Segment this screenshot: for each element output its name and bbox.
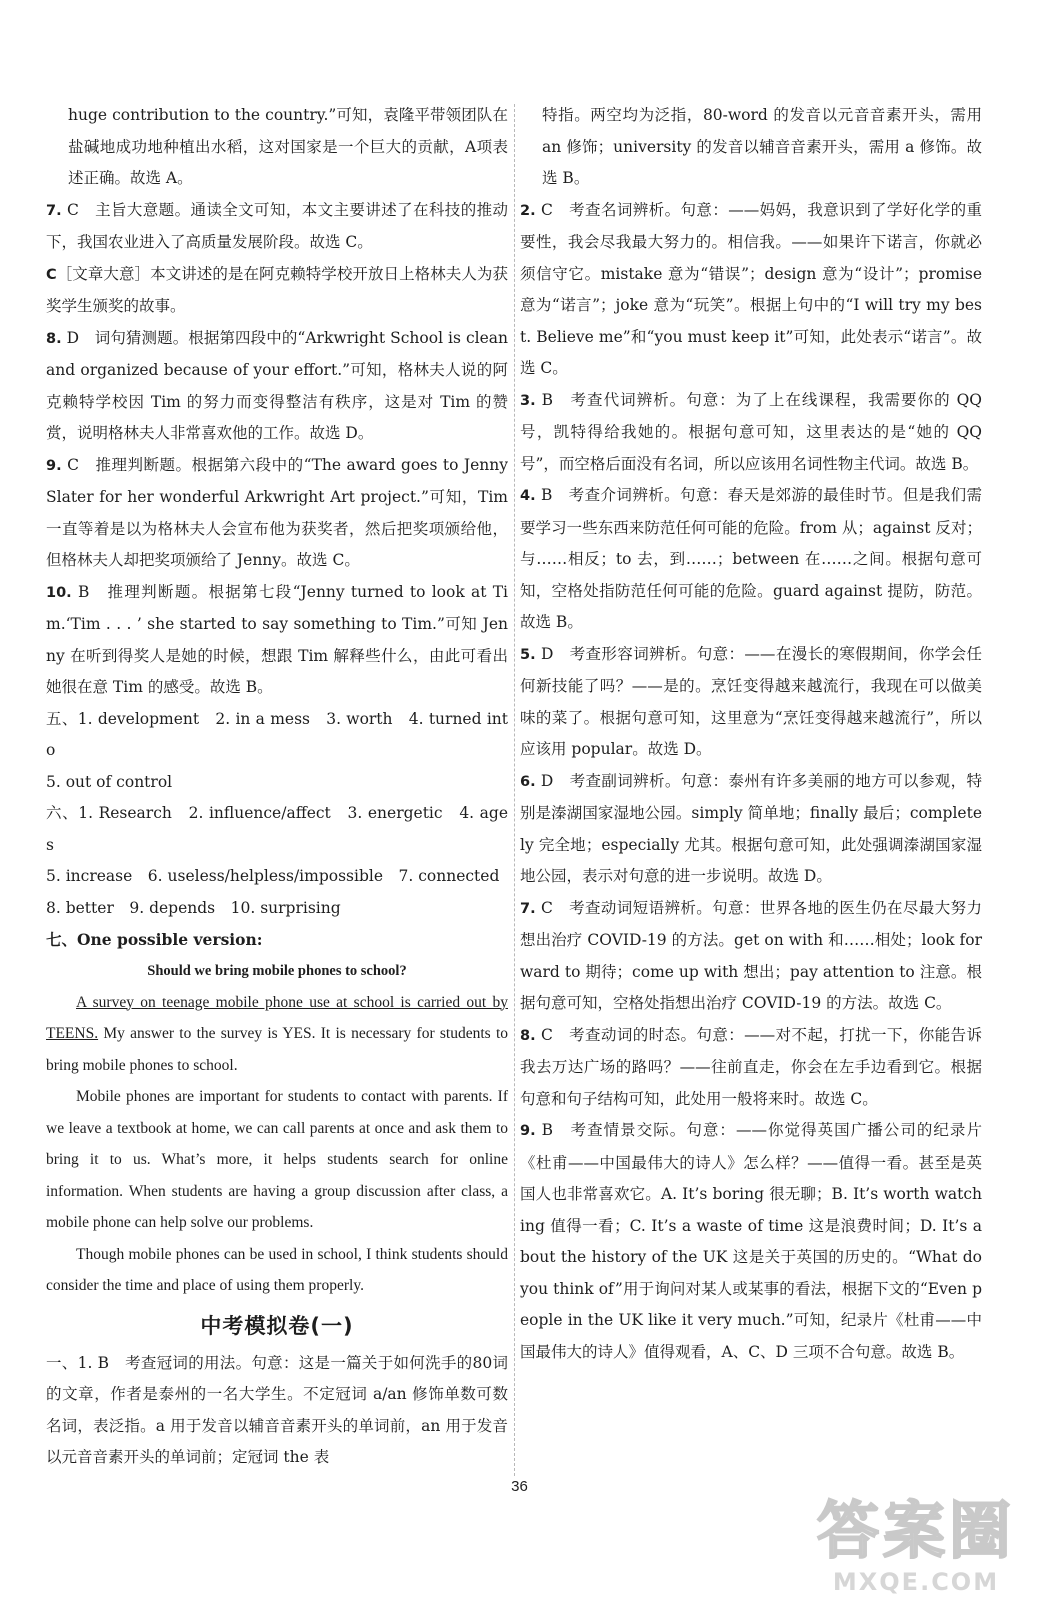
- site-watermark: [798, 1492, 1034, 1596]
- section-title: 中考模拟卷(一): [200, 1313, 354, 1338]
- section-6-answers: 六、1. Research 2. influence/affect 3. energetic 4. ages: [46, 804, 508, 854]
- answer-number: 2.: [520, 202, 536, 219]
- watermark-logo: 答案圈: [816, 1494, 1015, 1567]
- answer-number: 9.: [520, 1123, 536, 1139]
- essay-paragraph-1: [46, 987, 508, 1082]
- right-column: [520, 100, 982, 1368]
- exam-answer-5: [520, 639, 982, 766]
- answer-text: D 词句猜测题。根据第四段中的“Arkwright School is clean and organized because of your effort.”可知，格林夫人说的阿克赖特学校因 Tim 的努力而变得整洁有秩序，这是对 Tim 的赞赏，说明格林夫人非常喜欢他的工作。故选 D。: [46, 328, 508, 442]
- answer-number: 8.: [46, 330, 62, 347]
- answer-9: [46, 450, 508, 577]
- answer-text: D 考查副词辨析。句意：泰州有许多美丽的地方可以参观，特别是溱湖国家湿地公园。simply 简单地；finally 最后；completely 完全地；especially 尤其。根据句意可知，此处强调溱湖国家湿地公园，表示对句意的进一步说明。故选 D。: [520, 771, 982, 885]
- passage-c-summary: [46, 259, 508, 323]
- answer-text: D 考查形容词辨析。句意：——在漫长的寒假期间，你学会任何新技能了吗？——是的。烹饪变得越来越流行，我现在可以做美味的菜了。根据句意可知，这里意为“烹饪变得越来越流行”，所以应该用 popular。故选 D。: [520, 644, 982, 758]
- exam-answer-7: [520, 893, 982, 1020]
- essay-paragraph-3: Though mobile phones can be used in school, I think students should consider the time and place of using them properly.: [46, 1245, 508, 1294]
- answer-text: C 考查动词短语辨析。句意：世界各地的医生仍在尽最大努力想出治疗 COVID-19 的方法。get on with 和……相处；look forward to 期待；come up with 想出；pay attention to 注意。根据句意可知，空格处指想出治疗 COVID-19 的方法。故选 C。: [520, 898, 982, 1012]
- answer-7: [46, 195, 508, 259]
- answer-8: [46, 323, 508, 450]
- essay-underlined-sentence: A survey on teenage mobile phone use at school is carried out by TEENS.: [46, 993, 508, 1042]
- answer-number: 7.: [46, 202, 62, 219]
- answer-number: 7.: [520, 900, 536, 917]
- sample-essay: [46, 956, 508, 1302]
- section-6-answers-cont: 5. increase 6. useless/helpless/impossible 7. connected: [46, 867, 500, 885]
- watermark-url: MXQE.COM: [832, 1568, 1000, 1596]
- answer-text: C 推理判断题。根据第六段中的“The award goes to Jenny Slater for her wonderful Arkwright Art project.”可知，Tim 一直等着是以为格林夫人会宣布他为获奖者，然后把奖项颁给他，但格林夫人却把奖项颁给了 Jenny。故选 C。: [46, 455, 508, 569]
- answer-text: B 考查代词辨析。句意：为了上在线课程，我需要你的 QQ 号，凯特得给我她的。根据句意可知，这里表达的是“她的 QQ 号”，而空格后面没有名词，所以应该用名词性物主代词。故选 B。: [520, 390, 983, 473]
- exam-answer-1-continued: 特指。两空均为泛指，80-word 的发音以元音音素开头，需用 an 修饰；university 的发音以辅音音素开头，需用 a 修饰。故选 B。: [542, 106, 982, 187]
- answer-number: 9.: [46, 457, 62, 474]
- exam-answer-4: [520, 480, 982, 639]
- section-6-answers-end: 8. better 9. depends 10. surprising: [46, 898, 341, 917]
- answer-number: 8.: [520, 1027, 536, 1044]
- answer-text: C 主旨大意题。通读全文可知，本文主要讲述了在科技的推动下，我国农业进入了高质量发展阶段。故选 C。: [46, 200, 508, 251]
- essay-paragraph-2: Mobile phones are important for students to contact with parents. If we leave a textbook at home, we can call parents at once and ask them to bring it to us. What’s more, it helps students search for online information. When students are having a group discussion after class, a mobile phone can help solve our problems.: [46, 1088, 508, 1231]
- exam-answer-9: [520, 1115, 982, 1368]
- answer-text: B 考查情景交际。句意：——你觉得英国广播公司的纪录片《杜甫——中国最伟大的诗人》怎么样？——值得一看。甚至是英国人也非常喜欢它。A. It’s boring 很无聊；B. It’s worth watching 值得一看；C. It’s a waste of time 这是浪费时间；D. It’s about the history of the UK 这是关于英国的历史的。“What do you think of”用于询问对某人或某事的看法，根据下文的“Even people in the UK like it very much.”可知，纪录片《杜甫——中国最伟大的诗人》值得观看，A、C、D 三项不合句意。故选 B。: [520, 1121, 982, 1361]
- section-5-answers-cont: 5. out of control: [46, 772, 173, 791]
- answer-number: 3.: [520, 392, 536, 409]
- essay-sentence-rest: My answer to the survey is YES. It is necessary for students to bring mobile phones to school.: [46, 1025, 508, 1074]
- answer-number: 5.: [520, 646, 536, 663]
- exam-answer-2: [520, 195, 982, 385]
- answer-number: 4.: [520, 488, 536, 504]
- answer-number: 10.: [46, 584, 72, 601]
- answer-number: 6.: [520, 773, 536, 790]
- section-5-answers: 五、1. development 2. in a mess 3. worth 4. turned into: [46, 709, 508, 759]
- exam-answer-8: [520, 1020, 982, 1116]
- answer-text: B 考查介词辨析。句意：春天是郊游的最佳时节。但是我们需要学习一些东西来防范任何可能的危险。from 从；against 反对；与……相反；to 去，到……；between 在……之间。根据句意可知，空格处指防范任何可能的危险。guard against 提防，防范。故选 B。: [520, 486, 982, 631]
- answer-text: C 考查名词辨析。句意：——妈妈，我意识到了学好化学的重要性，我会尽我最大努力的。相信我。——如果许下诺言，你就必须信守它。mistake 意为“错误”；design 意为“设计”；promise 意为“诺言”；joke 意为“玩笑”。根据上句中的“I will try my best. Believe me”和“you must keep it”可知，此处表示“诺言”。故选 C。: [520, 200, 982, 377]
- answer-text: C 考查动词的时态。句意：——对不起，打扰一下，你能告诉我去万达广场的路吗？——往前直走，你会在左手边看到它。根据句意和句子结构可知，此处用一般将来时。故选 C。: [520, 1025, 982, 1108]
- answer-6-continued: huge contribution to the country.”可知，袁隆平带领团队在盐碱地成功地种植出水稻，这对国家是一个巨大的贡献，A项表述正确。故选 A。: [68, 106, 508, 187]
- column-divider: [514, 104, 515, 1476]
- passage-label: C: [46, 266, 57, 283]
- answer-text: B 推理判断题。根据第七段“Jenny turned to look at Tim.‘Tim . . . ’ she started to say something to Tim.”可知 Jenny 在听到得奖人是她的时候，想跟 Tim 解释些什么，由此可看出她很在意 Tim 的感受。故选 B。: [46, 582, 508, 696]
- section-7-heading: 七、One possible version:: [46, 930, 263, 949]
- exam-answer-3: [520, 385, 982, 481]
- left-column: [46, 100, 508, 1474]
- exam-answer-1: 一、1. B 考查冠词的用法。句意：这是一篇关于如何洗手的80词的文章，作者是泰州的一名大学生。不定冠词 a/an 修饰单数可数名词，表泛指。a 用于发音以辅音音素开头的单词前，an 用于发音以元音音素开头的单词前；定冠词 the 表: [46, 1353, 508, 1466]
- essay-title: Should we bring mobile phones to school?: [147, 962, 407, 979]
- page-number: 36: [511, 1478, 528, 1495]
- summary-text: ［文章大意］本文讲述的是在阿克赖特学校开放日上格林夫人为获奖学生颁奖的故事。: [46, 264, 508, 315]
- exam-answer-6: [520, 766, 982, 893]
- answer-10: [46, 577, 508, 704]
